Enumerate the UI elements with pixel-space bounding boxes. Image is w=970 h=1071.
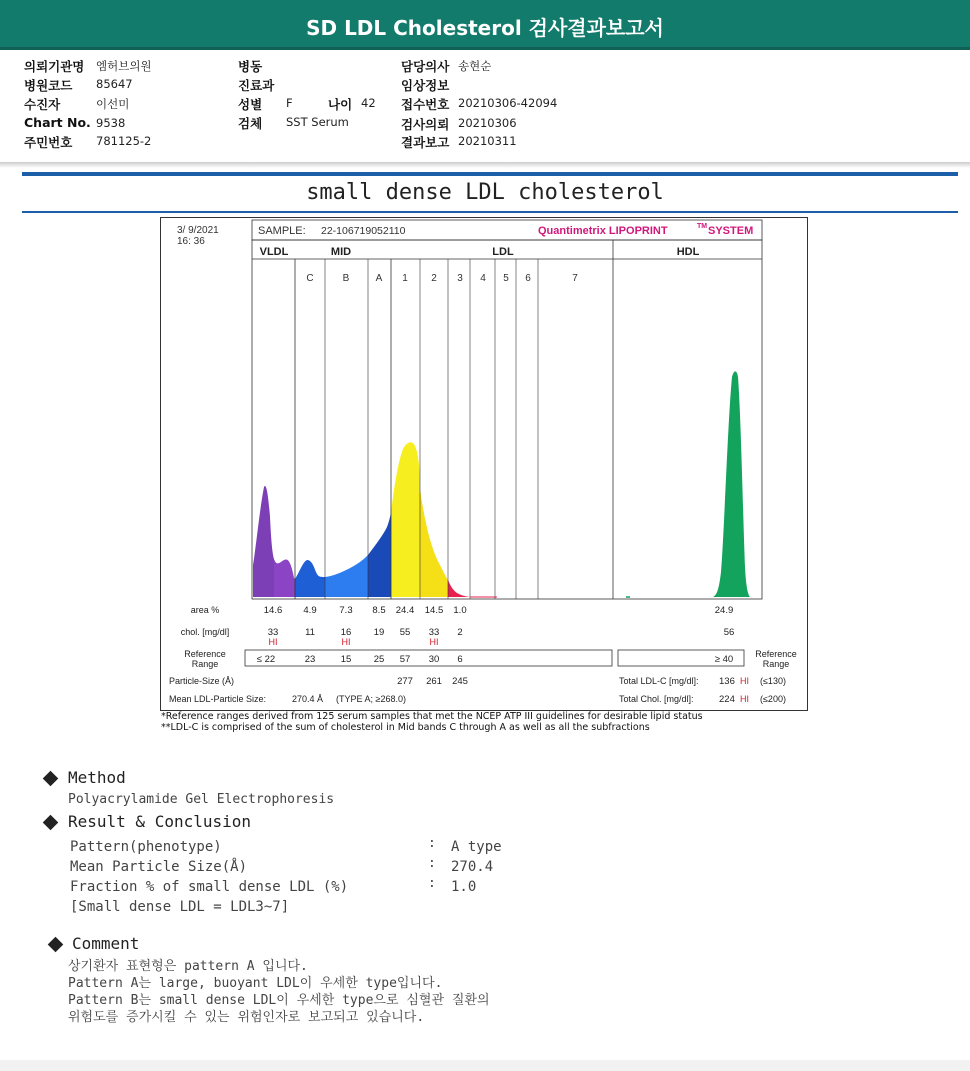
- result-colon-pattern: :: [428, 836, 436, 851]
- chol-value-b: 16: [340, 627, 352, 638]
- value-hospital-code: 85647: [96, 77, 133, 91]
- bottom-blue-rule: [22, 211, 958, 213]
- chol-value-ldl1: 55: [399, 627, 411, 638]
- ref-value-vldl: ≤ 22: [256, 654, 276, 665]
- label-clinical-info: 임상정보: [401, 78, 450, 93]
- label-age: 나이: [328, 97, 353, 112]
- total-chol-ref: (≤200): [760, 694, 786, 704]
- ref-value-c: 23: [304, 654, 316, 665]
- area-value-hdl: 24.9: [714, 605, 734, 616]
- ref-value-ldl2: 30: [428, 654, 440, 665]
- band-label-5: 5: [503, 273, 509, 284]
- label-sex: 성별: [238, 97, 263, 112]
- mean-ldl-value: 270.4 Å: [292, 694, 324, 704]
- ref-value-a: 25: [373, 654, 385, 665]
- row-label-particle-size: Particle-Size (Å): [169, 676, 235, 686]
- value-sex: F: [286, 96, 293, 110]
- label-specimen: 검체: [238, 116, 263, 131]
- row-label-area: area %: [190, 605, 220, 615]
- area-value-ldl2: 14.5: [424, 605, 444, 616]
- chol-value-ldl3: 2: [457, 627, 463, 638]
- band-label-6: 6: [525, 273, 531, 284]
- value-specimen: SST Serum: [286, 115, 349, 129]
- comment-line-2: Pattern A는 large, buoyant LDL이 우세한 type입니다.: [68, 976, 443, 991]
- value-receipt-number: 20210306-42094: [458, 96, 558, 110]
- mean-ldl-type: (TYPE A; ≥268.0): [336, 694, 406, 704]
- chol-value-c: 11: [305, 627, 315, 638]
- hdl-reference-label-2: Range: [762, 659, 790, 669]
- footnote-ldl-definition: **LDL-C is comprised of the sum of cholesterol in Mid bands C through A as well as all the subfractions: [161, 722, 650, 733]
- brand-name: Quantimetrix LIPOPRINT: [538, 225, 668, 237]
- label-physician: 담당의사: [401, 59, 450, 74]
- band-label-b: B: [342, 273, 350, 284]
- group-label-hdl: HDL: [676, 246, 700, 258]
- value-resident-number: 781125-2: [96, 134, 152, 148]
- group-label-vldl: VLDL: [259, 246, 289, 258]
- total-ldl-label: Total LDL-C [mg/dl]:: [619, 676, 699, 686]
- panel-border: [161, 218, 808, 711]
- band-label-a: A: [375, 273, 383, 284]
- value-age: 42: [361, 96, 376, 110]
- result-value-pattern: A type: [451, 839, 502, 855]
- sample-id: 22-106719052110: [321, 225, 406, 237]
- value-test-request: 20210306: [458, 116, 517, 130]
- label-resident-number: 주민번호: [24, 135, 73, 150]
- area-value-b: 7.3: [339, 605, 353, 616]
- band-label-1: 1: [402, 273, 408, 284]
- total-chol-value: 224: [719, 694, 735, 705]
- label-receipt-number: 접수번호: [401, 97, 450, 112]
- total-chol-label: Total Chol. [mg/dl]:: [619, 694, 694, 704]
- header-bar-underline: [0, 47, 970, 50]
- comment-line-1: 상기환자 표현형은 pattern A 입니다.: [68, 959, 308, 974]
- report-title: small dense LDL cholesterol: [306, 180, 664, 205]
- hi-flag-ldl2: HI: [429, 637, 439, 647]
- run-date: 3/ 9/2021: [177, 225, 219, 236]
- chol-value-vldl: 33: [267, 627, 279, 638]
- ref-value-hdl: ≥ 40: [714, 654, 734, 665]
- area-value-ldl1: 24.4: [395, 605, 415, 616]
- result-label-mean-size: Mean Particle Size(Å): [70, 859, 248, 875]
- total-ldl-hi: HI: [740, 676, 749, 686]
- result-heading: Result & Conclusion: [68, 812, 252, 831]
- label-result-report: 결과보고: [401, 135, 450, 150]
- header-divider-shadow: [0, 162, 970, 168]
- comment-heading: Comment: [72, 934, 140, 953]
- row-label-mean-ldl: Mean LDL-Particle Size:: [169, 694, 267, 704]
- band-label-3: 3: [457, 273, 463, 284]
- method-heading: Method: [68, 768, 126, 787]
- run-time: 16: 36: [177, 236, 205, 247]
- label-ward: 병동: [238, 59, 263, 74]
- group-label-ldl: LDL: [492, 246, 514, 258]
- result-value-mean-size: 270.4: [451, 859, 494, 875]
- area-value-a: 8.5: [372, 605, 386, 616]
- ref-value-b: 15: [340, 654, 352, 665]
- label-hospital-code: 병원코드: [24, 78, 73, 93]
- label-patient: 수진자: [24, 97, 61, 112]
- sample-label: SAMPLE:: [258, 225, 306, 237]
- label-chart-no: Chart No.: [24, 115, 91, 130]
- top-blue-rule: [22, 172, 958, 176]
- chol-value-hdl: 56: [723, 627, 735, 638]
- brand-system: SYSTEM: [708, 225, 754, 237]
- value-requesting-institution: 엠허브의원: [96, 59, 152, 73]
- comment-line-4: 위험도를 증가시킬 수 있는 위험인자로 보고되고 있습니다.: [68, 1010, 425, 1025]
- label-department: 진료과: [238, 78, 275, 93]
- bottom-strip: [0, 1060, 970, 1071]
- particle-size-ldl2: 261: [426, 676, 442, 687]
- total-ldl-ref: (≤130): [760, 676, 786, 686]
- particle-size-ldl1: 277: [397, 676, 413, 687]
- result-colon-fraction: :: [428, 876, 436, 891]
- band-label-2: 2: [431, 273, 437, 284]
- result-note: [Small dense LDL = LDL3~7]: [70, 899, 290, 915]
- area-value-ldl3: 1.0: [453, 605, 467, 616]
- value-patient: 이선미: [96, 97, 130, 111]
- brand-tm: TM: [697, 223, 708, 230]
- area-value-vldl: 14.6: [263, 605, 283, 616]
- area-value-c: 4.9: [303, 605, 317, 616]
- comment-line-3: Pattern B는 small dense LDL이 우세한 type으로 심혈관 질환의: [68, 993, 490, 1008]
- result-value-fraction: 1.0: [451, 879, 477, 895]
- method-bullet-icon: [43, 771, 59, 787]
- chol-value-ldl2: 33: [428, 627, 440, 638]
- result-label-pattern: Pattern(phenotype): [70, 839, 222, 855]
- band-label-7: 7: [572, 273, 578, 284]
- row-label-reference-1: Reference: [184, 649, 226, 659]
- report-header-bar: [0, 0, 970, 47]
- label-requesting-institution: 의뢰기관명: [24, 59, 85, 74]
- label-test-request: 검사의뢰: [401, 117, 450, 132]
- result-colon-mean-size: :: [428, 856, 436, 871]
- band-label-c: C: [306, 273, 314, 284]
- lipoprint-panel: [160, 217, 808, 711]
- value-result-report: 20210311: [458, 134, 517, 148]
- hi-flag-vldl: HI: [268, 637, 278, 647]
- row-label-reference-2: Range: [191, 659, 219, 669]
- particle-size-ldl3: 245: [452, 676, 468, 687]
- hdl-reference-label-1: Reference: [755, 649, 797, 659]
- total-ldl-value: 136: [719, 676, 735, 687]
- result-label-fraction: Fraction % of small dense LDL (%): [70, 879, 349, 895]
- method-text: Polyacrylamide Gel Electrophoresis: [68, 792, 335, 807]
- report-header-title: SD LDL Cholesterol 검사결과보고서: [306, 16, 664, 40]
- value-physician: 송현순: [458, 59, 492, 73]
- value-chart-no: 9538: [96, 116, 126, 130]
- row-label-chol: chol. [mg/dl]: [180, 627, 230, 637]
- footnote-reference-ranges: *Reference ranges derived from 125 serum samples that met the NCEP ATP III guidelines for desirable lipid status: [161, 711, 703, 722]
- total-chol-hi: HI: [740, 694, 749, 704]
- result-bullet-icon: [43, 815, 59, 831]
- ref-value-ldl1: 57: [399, 654, 411, 665]
- ref-value-ldl3: 6: [457, 654, 463, 665]
- lipoprint-chart: [160, 217, 808, 711]
- hi-flag-b: HI: [341, 637, 351, 647]
- group-label-mid: MID: [330, 246, 352, 258]
- comment-bullet-icon: [48, 937, 64, 953]
- chol-value-a: 19: [373, 627, 385, 638]
- band-label-4: 4: [480, 273, 486, 284]
- particle-size-values: [397, 676, 468, 687]
